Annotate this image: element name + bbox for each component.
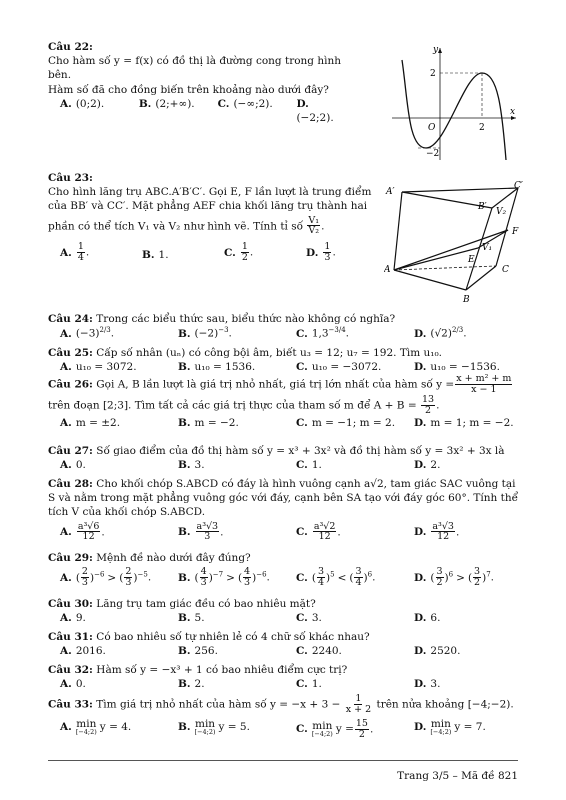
vertex-label: F (512, 227, 519, 237)
question-label: Câu 26: (48, 378, 93, 391)
page-footer (48, 760, 518, 782)
option-b[interactable]: B. 5. (178, 612, 205, 625)
options (48, 677, 518, 691)
question-31 (48, 630, 518, 658)
question-33 (48, 694, 518, 740)
option-a[interactable]: A. $\frac{1}{4}$ . (60, 241, 90, 264)
options (48, 326, 518, 341)
option-a[interactable]: A. 2016. (60, 645, 106, 658)
question-text: của BB′ và CC′. Mặt phẳng AEF chia khối lăng trụ thành hai (48, 200, 368, 213)
question-24 (48, 312, 518, 341)
option-b[interactable]: B. $(-2)^{-3}$. (178, 326, 232, 340)
question-text: Số giao điểm của đồ thị hàm số y = x³ + 3x² và đồ thị hàm số y = 3x² + 3x là (96, 445, 505, 457)
option-c[interactable]: C. m = −1; m = 2. (296, 416, 396, 429)
option-d[interactable]: D. $(√2)^{2/3}$. (414, 326, 467, 340)
function-fraction: $\frac{\text{x + m² + m}}{x - 1}$ (456, 373, 512, 395)
question-label: Câu 32: (48, 664, 93, 676)
question-text: Cho hàm số y = f(x) có đồ thị là đường cong trong hình bên. (48, 55, 342, 82)
question-30 (48, 597, 518, 625)
options (48, 644, 518, 658)
question-text: Hàm số y = −x³ + 1 có bao nhiêu điểm cực trị? (96, 664, 348, 676)
option-b[interactable]: B. u₁₀ = 1536. (178, 361, 256, 374)
option-c[interactable]: C. ( $\frac{3}{4}$ )$^5$ < ( $\frac{3}{4}$ )$^6$. (296, 566, 376, 589)
option-b[interactable]: B. 2. (178, 678, 205, 691)
question-label: Câu 33: (48, 698, 93, 711)
question-23: Câu 23: Cho hình lăng trụ ABC.A′B′C′. Gọi E, F lần lượt là trung điểm của BB′ và CC′. Mặt phẳng AEF chia khối lăng trụ thành hai phần có thể tích V₁ và V₂ như hình vẽ. Tính tỉ số $\frac{\text{V₁}}{\text{V₂}}$ . A. $\frac{1}{4}$ . B. 1. C. $\frac{1}{2}$ . D. $\frac{1}{3}$ . (48, 171, 383, 263)
origin-label: O (428, 123, 436, 133)
options (48, 360, 518, 374)
question-label: Câu 23: (48, 172, 93, 184)
tick-label: −2 (426, 149, 440, 159)
vertex-label: B (463, 295, 470, 305)
option-d[interactable]: D. ( $\frac{3}{2}$ )$^6$ > ( $\frac{3}{2}$ )$^7$. (414, 566, 495, 589)
option-d[interactable]: D. $\frac{\text{a³√3}}{12}$ . (414, 520, 460, 543)
options (48, 611, 518, 625)
option-b[interactable]: B. $\frac{\text{a³√3}}{3}$ . (178, 520, 224, 543)
question-text: Cấp số nhân (uₙ) có công bội âm, biết u₃ = 12; u₇ = 192. Tìm u₁₀. (96, 347, 443, 359)
options (48, 567, 518, 588)
question-label: Câu 22: (48, 41, 93, 53)
tick-label: 2 (479, 123, 485, 133)
option-b[interactable]: B. ( $\frac{4}{3}$ )$^{-7}$ > ( $\frac{4}{3}$ )$^{-6}$. (178, 566, 270, 589)
y-label: y (433, 45, 439, 55)
options (48, 458, 518, 472)
question-text: Gọi A, B lần lượt là giá trị nhỏ nhất, giá trị lớn nhất của hàm số (96, 378, 433, 391)
page-number: Trang 3/5 – Mã đề 821 (397, 770, 518, 782)
option-c[interactable]: C. $\frac{1}{2}$ . (224, 241, 254, 264)
option-a[interactable]: A. 0. (60, 678, 86, 691)
question-text: Mệnh đề nào dưới đây đúng? (96, 552, 251, 564)
option-c[interactable]: C. $\frac{\text{a³√2}}{12}$ . (296, 520, 341, 543)
question-label: Câu 28: (48, 478, 93, 490)
question-text: Có bao nhiêu số tự nhiên lẻ có 4 chữ số khác nhau? (96, 631, 370, 643)
question-text: Cho khối chóp S.ABCD có đáy là hình vuông cạnh a√2, tam giác SAC vuông tại (96, 478, 516, 490)
question-text: Lăng trụ tam giác đều có bao nhiêu mặt? (96, 598, 316, 610)
option-c[interactable]: C. u₁₀ = −3072. (296, 361, 382, 374)
option-c[interactable]: C. $1,3^{-3/4}$. (296, 326, 350, 340)
option-c[interactable]: C. 2240. (296, 645, 342, 658)
x-label: x (510, 107, 516, 117)
question-text: tích V của khối chóp S.ABCD. (48, 506, 206, 519)
vertex-label: E (468, 255, 475, 265)
question-text: S và nằm trong mặt phẳng vuông góc với đáy, cạnh bên SA tạo với đáy góc 60°. Tính thể (48, 492, 519, 505)
volume-label: V₂ (496, 207, 507, 217)
function-fraction: $\frac{1}{x + 2}$ (345, 693, 372, 715)
option-a[interactable]: A. ( $\frac{2}{3}$ )$^{-6}$ > ( $\frac{2}{3}$ )$^{-5}$. (60, 566, 152, 589)
question-label: Câu 29: (48, 552, 93, 564)
options (48, 522, 523, 543)
question-25 (48, 346, 518, 374)
option-a[interactable]: A. u₁₀ = 3072. (60, 361, 137, 374)
question-28 (48, 477, 523, 542)
sum-fraction: $\frac{13}{2}$ (422, 393, 435, 416)
vertex-label: A (384, 265, 391, 275)
option-d[interactable]: D.(−2;2). (296, 97, 334, 124)
option-c[interactable]: C. (−∞;2). (217, 97, 273, 110)
options (48, 242, 383, 263)
option-a[interactable]: A. $(-3)^{2/3}$. (60, 326, 115, 340)
option-b[interactable]: B. 3. (178, 459, 205, 472)
cubic-curve (402, 60, 506, 160)
options (48, 416, 523, 430)
question-22 (48, 40, 348, 125)
option-c[interactable]: C. min [−4;2) y = $\frac{15}{2}$ . (296, 717, 374, 740)
option-c[interactable]: C. 3. (296, 612, 322, 625)
y-arrow-icon (438, 48, 442, 53)
vertex-label: C′ (514, 181, 523, 191)
options (48, 719, 518, 740)
option-b[interactable]: B. (2;+∞). (138, 97, 195, 110)
option-d[interactable]: D. min [−4;2) y = 7. (414, 717, 486, 737)
question-label: Câu 25: (48, 347, 93, 359)
question-29 (48, 551, 518, 588)
question-text: Tìm giá trị nhỏ nhất của hàm số y = −x + 3 − (96, 698, 341, 711)
question-label: Câu 24: (48, 313, 93, 325)
option-d[interactable]: D. 6. (414, 612, 441, 625)
option-d[interactable]: D. m = 1; m = −2. (414, 416, 514, 429)
option-d[interactable]: D. 2. (414, 459, 441, 472)
option-a[interactable]: A. min [−4;2) y = 4. (60, 717, 132, 737)
question-text: trên đoạn [2;3]. Tìm tất cả các giá trị thực của tham số m để A + B = (48, 399, 417, 412)
prism-figure (384, 180, 524, 305)
option-b[interactable]: B. 256. (178, 645, 218, 658)
option-c[interactable]: C. 1. (296, 459, 322, 472)
question-32 (48, 663, 518, 691)
option-d[interactable]: D. u₁₀ = −1536. (414, 361, 500, 374)
question-text: Hàm số đã cho đồng biến trên khoảng nào dưới đây? (48, 83, 329, 96)
question-label: Câu 27: (48, 445, 93, 457)
option-d[interactable]: D. 2520. (414, 645, 461, 658)
question-text: Cho hình lăng trụ ABC.A′B′C′. Gọi E, F lần lượt là trung điểm (48, 186, 372, 199)
question-text: phần có thể tích V₁ và V₂ như hình vẽ. Tính tỉ số (48, 219, 304, 232)
question-text: trên nửa khoảng [−4;−2). (376, 698, 514, 711)
option-d[interactable]: D. 3. (414, 678, 441, 691)
question-26: Câu 26: Gọi A, B lần lượt là giá trị nhỏ nhất, giá trị lớn nhất của hàm số y = $\frac{\text{x + m² + m}}{x - 1}$ trên đoạn [2;3]. Tìm tất cả các giá trị thực của tham số m để A + B = $\frac{13}{2}$ . A. m = ±2. B. m = −2. C. m = −1; m = 2. D. m = 1; m = −2. (48, 374, 523, 430)
tick-label: 2 (430, 69, 436, 79)
options (48, 97, 348, 125)
volume-label: V₁ (482, 243, 493, 253)
vertex-label: C (502, 265, 509, 275)
vertex-label: A′ (386, 187, 395, 197)
option-d[interactable]: D. $\frac{1}{3}$ . (306, 241, 336, 264)
question-label: Câu 30: (48, 598, 93, 610)
option-a[interactable]: A. m = ±2. (60, 416, 121, 429)
cubic-graph (384, 40, 524, 165)
question-27 (48, 444, 518, 472)
vertex-label: B′ (478, 202, 487, 212)
question-label: Câu 31: (48, 631, 93, 643)
option-a[interactable]: A. 0. (60, 459, 86, 472)
option-b[interactable]: B. 1. (142, 249, 169, 262)
ratio-fraction: $\frac{\text{V₁}}{\text{V₂}}$ (308, 214, 320, 237)
option-a[interactable]: A. (0;2). (60, 97, 105, 110)
option-b[interactable]: B. min [−4;2) y = 5. (178, 717, 250, 737)
question-text: Trong các biểu thức sau, biểu thức nào không có nghĩa? (96, 313, 396, 325)
option-b[interactable]: B. m = −2. (178, 416, 239, 429)
option-c[interactable]: C. 1. (296, 678, 322, 691)
option-a[interactable]: A. 9. (60, 612, 86, 625)
option-a[interactable]: A. $\frac{\text{a³√6}}{12}$ . (60, 520, 105, 543)
